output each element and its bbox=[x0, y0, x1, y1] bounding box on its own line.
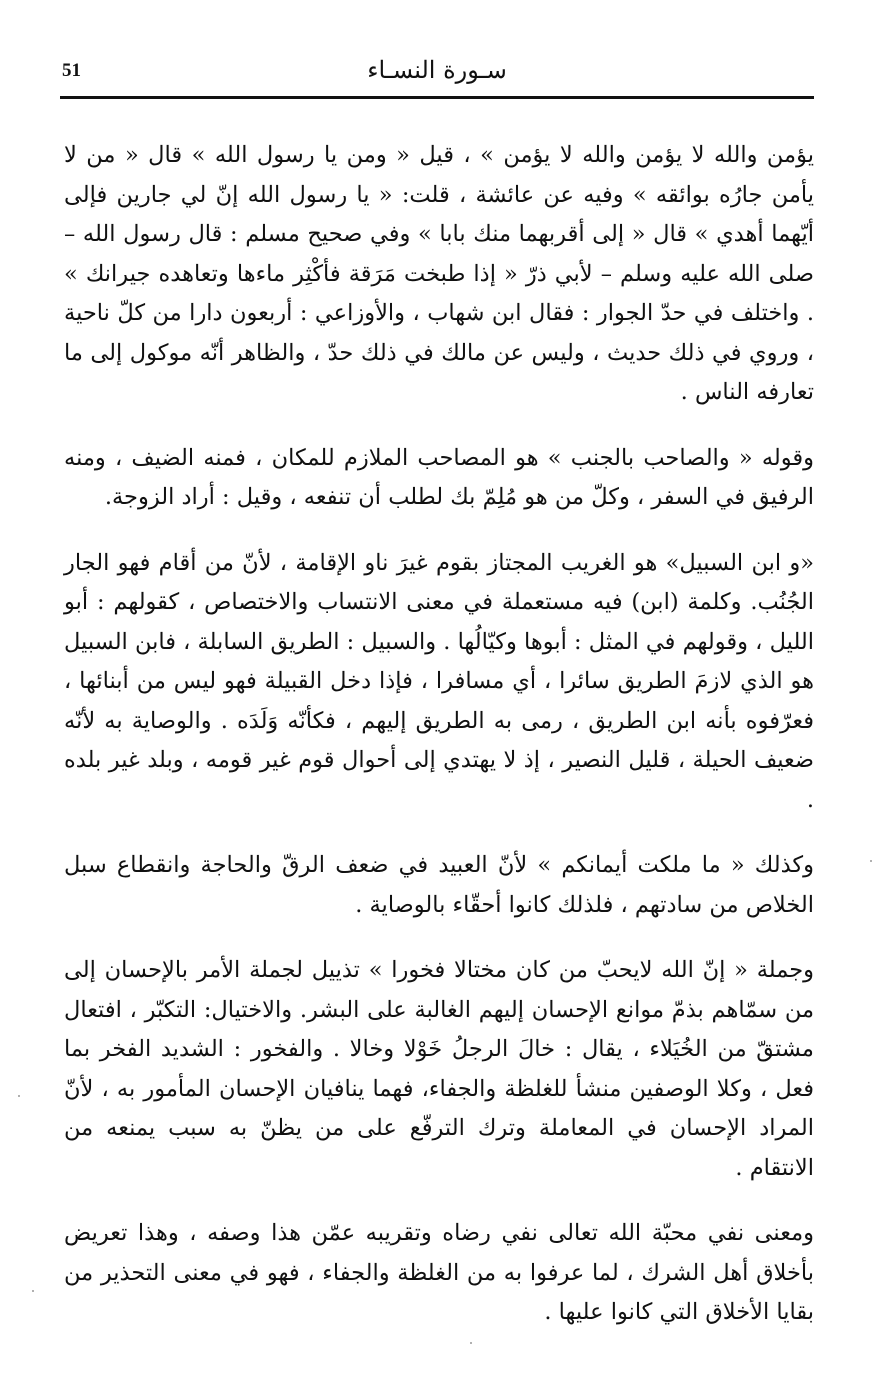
body-text bbox=[64, 136, 814, 1359]
running-title: سـورة النسـاء bbox=[367, 56, 507, 84]
paragraph-3: «و ابن السبيل» هو الغريب المجتاز بقوم غيرَ ناو الإقامة ، لأنّ من أقام فهو الجار الجُنُب. وكلمة (ابن) فيه مستعملة في معنى الانتساب والاختصاص ، كقولهم : أبو الليل ، وقولهم في المثل : أبوها وكيّالُها . والسبيل : الطريق السابلة ، فابن السبيل هو الذي لازمَ الطريق سائرا ، أي مسافرا ، فإذا دخل القبيلة فهو ليس من أبنائها ، فعرّفوه بأنه ابن الطريق ، رمى به الطريق إليهم ، فكأنّه وَلَدَه . والوصاية به لأنّه ضعيف الحيلة ، قليل النصير ، إذ لا يهتدي إلى أحوال قوم غير قومه ، وبلد غير بلده . bbox=[64, 549, 814, 813]
paragraph-6: ومعنى نفي محبّة الله تعالى نفي رضاه وتقريبه عمّن هذا وصفه ، وهذا تعريض بأخلاق أهل الشرك ، لما عرفوا به من الغلظة والجفاء ، فهو في معنى التحذير من بقايا الأخلاق التي كانوا عليها . bbox=[64, 1220, 814, 1325]
paragraph-2: وقوله « والصاحب بالجنب » هو المصاحب الملازم للمكان ، فمنه الضيف ، ومنه الرفيق في السفر ، وكلّ من هو مُلِمّ بك لطلب أن تنفعه ، وقيل : أراد الزوجة. bbox=[64, 444, 814, 510]
scan-speck bbox=[470, 1342, 472, 1344]
paragraph-5: وجملة « إنّ الله لايحبّ من كان مختالا فخورا » تذييل لجملة الأمر بالإحسان إلى من سمّاهم بذمّ موانع الإحسان إليهم الغالبة على البشر. والاختيال: التكبّر ، افتعال مشتقّ من الخُيَلاء ، يقال : خالَ الرجلُ خَوْلا وخالا . والفخور : الشديد الفخر بما فعل ، وكلا الوصفين منشأ للغلظة والجفاء، فهما ينافيان الإحسان المأمور به ، لأنّ المراد الإحسان في المعاملة وترك الترفّع على من يظنّ به سبب يمنعه من الانتقام . bbox=[64, 957, 814, 1181]
page-number: 51 bbox=[62, 60, 81, 81]
scan-speck bbox=[18, 1095, 20, 1097]
header-rule bbox=[60, 96, 814, 99]
page-header bbox=[60, 56, 814, 96]
paragraph-4: وكذلك « ما ملكت أيمانكم » لأنّ العبيد في ضعف الرقّ والحاجة وانقطاع سبل الخلاص من سادتهم ، فلذلك كانوا أحقّاء بالوصاية . bbox=[64, 852, 814, 918]
paragraph-1: يؤمن والله لا يؤمن والله لا يؤمن » ، قيل « ومن يا رسول الله » قال « من لا يأمن جارُه بوائقه » وفيه عن عائشة ، قلت: « يا رسول الله إنّ لي جارين فإلى أيّهما أهدي » قال « إلى أقربهما منك بابا » وفي صحيح مسلم : قال رسول الله – صلى الله عليه وسلم – لأبي ذرّ « إذا طبخت مَرَقة فأكْثِر ماءها وتعاهده جيرانك » . واختلف في حدّ الجوار : فقال ابن شهاب ، والأوزاعي : أربعون دارا من كلّ ناحية ، وروي في ذلك حديث ، وليس عن مالك في ذلك حدّ ، والظاهر أنّه موكول إلى ما تعارفه الناس . bbox=[64, 142, 814, 405]
scan-speck bbox=[870, 860, 872, 862]
scan-speck bbox=[32, 1290, 34, 1292]
